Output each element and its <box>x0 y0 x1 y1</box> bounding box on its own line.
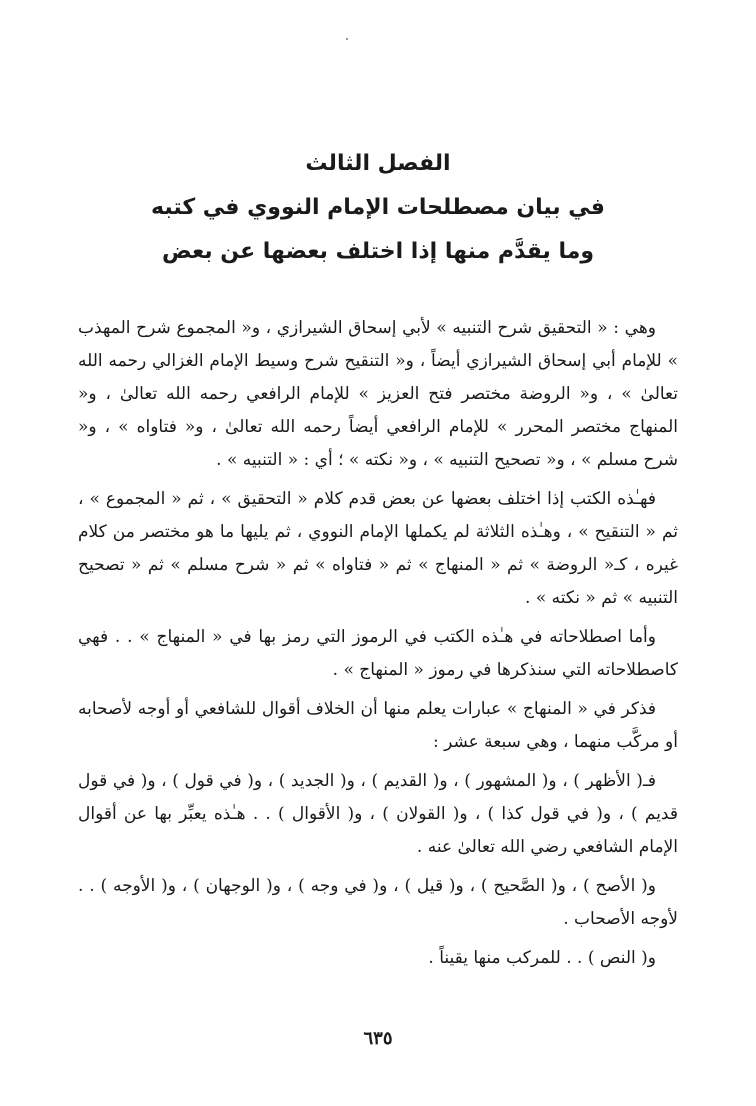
chapter-heading <box>78 142 678 274</box>
chapter-title: الفصل الثالث <box>305 151 451 176</box>
body-text <box>78 312 678 981</box>
page-number: ٦٣٥ <box>363 1028 393 1049</box>
paragraph-companions-views: و( الأصح ) ، و( الصَّحيح ) ، و( قيل ) ، و( في وجه ) ، و( الوجهان ) ، و( الأوجه ) . . لأوجه الأصحاب . <box>78 876 678 929</box>
page-mark <box>346 38 348 40</box>
chapter-subtitle-line-1: في بيان مصطلحات الإمام النووي في كتبه <box>151 195 605 220</box>
paragraph-precedence: فهـٰذه الكتب إذا اختلف بعضها عن بعض قدم كلام « التحقيق » ، ثم « المجموع » ، ثم « التنقيح » ، وهـٰذه الثلاثة لم يكملها الإمام النووي ، ثم يليها ما هو مختصر من كلام غيره ، كـ« الروضة » ثم « المنهاج » ثم « فتاواه » ثم « شرح مسلم » ثم « تصحيح التنبيه » ثم « نكته » . <box>78 489 678 608</box>
paragraph-books-list: وهي : « التحقيق شرح التنبيه » لأبي إسحاق الشيرازي ، و« المجموع شرح المهذب » للإمام أبي إسحاق الشيرازي أيضاً ، و« التنقيح شرح وسيط الإمام الغزالي رحمه الله تعالىٰ » ، و« الروضة مختصر فتح العزيز » للإمام الرافعي رحمه الله تعالىٰ ، و« المنهاج مختصر المحرر » للإمام الرافعي أيضاً رحمه الله تعالىٰ ، و« فتاواه » ، و« شرح مسلم » ، و« تصحيح التنبيه » ، و« نكته » ؛ أي : « التنبيه » . <box>78 318 678 470</box>
paragraph-minhaj-expressions: فذكر في « المنهاج » عبارات يعلم منها أن الخلاف أقوال للشافعي أو أوجه لأصحابه أو مركَّب منهما ، وهي سبعة عشر : <box>78 699 678 752</box>
paragraph-terminology: وأما اصطلاحاته في هـٰذه الكتب في الرموز التي رمز بها في « المنهاج » . . فهي كاصطلاحاته التي سنذكرها في رموز « المنهاج » . <box>78 627 678 680</box>
chapter-subtitle-line-2: وما يقدَّم منها إذا اختلف بعضها عن بعض <box>161 239 595 264</box>
book-page <box>78 0 678 1106</box>
paragraph-nass: و( النص ) . . للمركب منها يقيناً . <box>428 948 656 968</box>
paragraph-shafii-sayings: فـ( الأظهر ) ، و( المشهور ) ، و( القديم ) ، و( الجديد ) ، و( في قول ) ، و( في قول قديم ) ، و( في قول كذا ) ، و( القولان ) ، و( الأقوال ) . . هـٰذه يعبِّر بها عن أقوال الإمام الشافعي رضي الله تعالىٰ عنه . <box>78 771 678 857</box>
